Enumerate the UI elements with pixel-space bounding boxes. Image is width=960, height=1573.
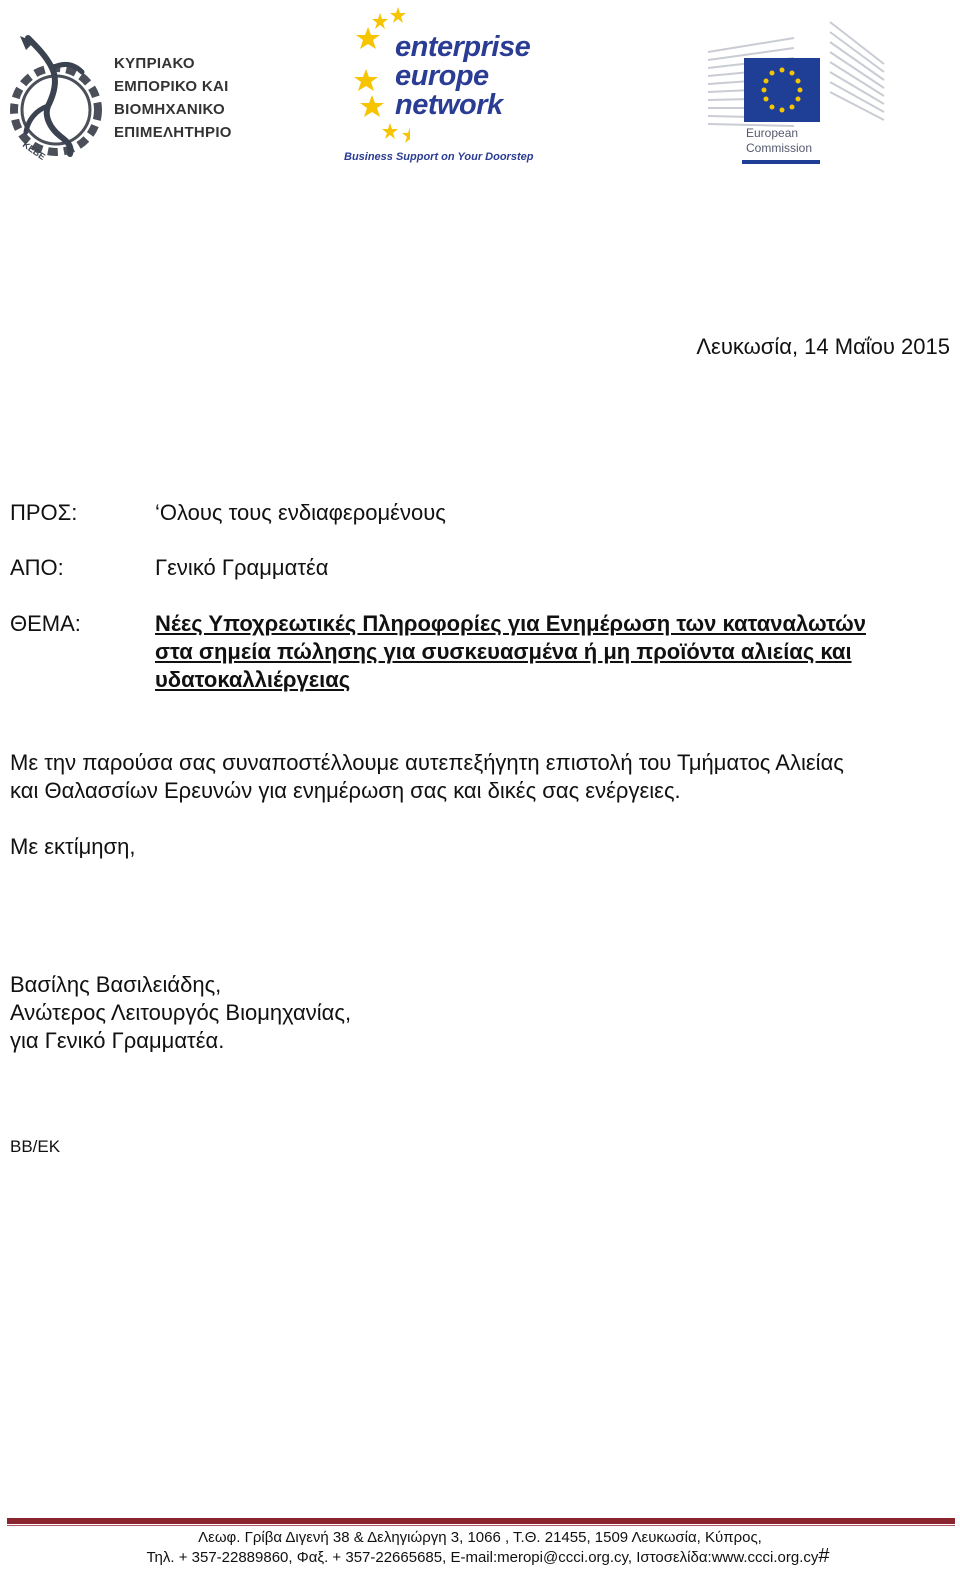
reference-initials: ΒΒ/ΕΚ (10, 1137, 61, 1156)
chamber-name-line-1: ΚΥΠΡΙΑΚΟ (114, 55, 195, 72)
een-logo (340, 5, 540, 150)
signature-on-behalf: για Γενικό Γραμματέα. (10, 1028, 225, 1053)
footer-contact (0, 1547, 960, 1567)
signature-name: Βασίλης Βασιλειάδης, (10, 972, 222, 997)
subject-line-3: υδατοκαλλιέργειας (155, 667, 351, 692)
closing-salutation: Με εκτίμηση, (10, 834, 136, 859)
footer-divider-thin (7, 1525, 955, 1526)
subject-line-1: Νέες Υποχρεωτικές Πληροφορίες για Ενημέρωση των καταναλωτών (155, 611, 866, 636)
letter-date: Λευκωσία, 14 Μαΐου 2015 (696, 334, 950, 359)
footer-address: Λεωφ. Γρίβα Διγενή 38 & Δεληγιώργη 3, 1066 , Τ.Θ. 21455, 1509 Λευκωσία, Κύπρος, (198, 1529, 762, 1546)
een-word-enterprise: enterprise (395, 31, 531, 63)
footer-end-glyph: # (818, 1545, 830, 1567)
body-line-1: Με την παρούσα σας συναποστέλλουμε αυτεπεξήγητη επιστολή του Τμήματος Αλιείας (10, 750, 844, 775)
chamber-name-line-4: ΕΠΙΜΕΛΗΤΗΡΙΟ (114, 124, 232, 141)
body-line-2: και Θαλασσίων Ερευνών για ενημέρωση σας και δικές σας ενέργειες. (10, 778, 681, 803)
from-value: Γενικό Γραμματέα (155, 555, 329, 580)
subject-line-2: στα σημεία πώλησης για συσκευασμένα ή μη προϊόντα αλιείας και (155, 639, 852, 664)
chamber-name-line-2: ΕΜΠΟΡΙΚΟ ΚΑΙ (114, 78, 229, 95)
footer-divider (7, 1518, 955, 1524)
een-word-network: network (395, 89, 503, 121)
signature-title: Ανώτερος Λειτουργός Βιομηχανίας, (10, 1000, 352, 1025)
to-label: ΠΡΟΣ: (10, 500, 78, 525)
signature-block (10, 971, 351, 1055)
ec-name-line-1: European (746, 126, 799, 140)
chamber-seal-text: ΚΕΒΕ (20, 139, 48, 162)
body-paragraph (10, 749, 844, 805)
een-word-europe: europe (395, 60, 489, 92)
ec-name-line-2: Commission (746, 141, 813, 155)
een-tagline: Business Support on Your Doorstep (344, 151, 534, 163)
to-value: ‘Ολους τους ενδιαφερομένους (155, 500, 446, 525)
subject-label: ΘΕΜΑ: (10, 611, 81, 636)
subject-text (155, 610, 866, 694)
footer-contact-text: Τηλ. + 357-22889860, Φαξ. + 357-22665685, E-mail:meropi@ccci.org.cy, Ιστοσελίδα:www.ccci.org.cy (146, 1549, 819, 1566)
chamber-name-line-3: ΒΙΟΜΗΧΑΝΙΚΟ (114, 101, 225, 118)
from-label: ΑΠΟ: (10, 555, 64, 580)
chamber-emblem-icon (8, 28, 108, 168)
